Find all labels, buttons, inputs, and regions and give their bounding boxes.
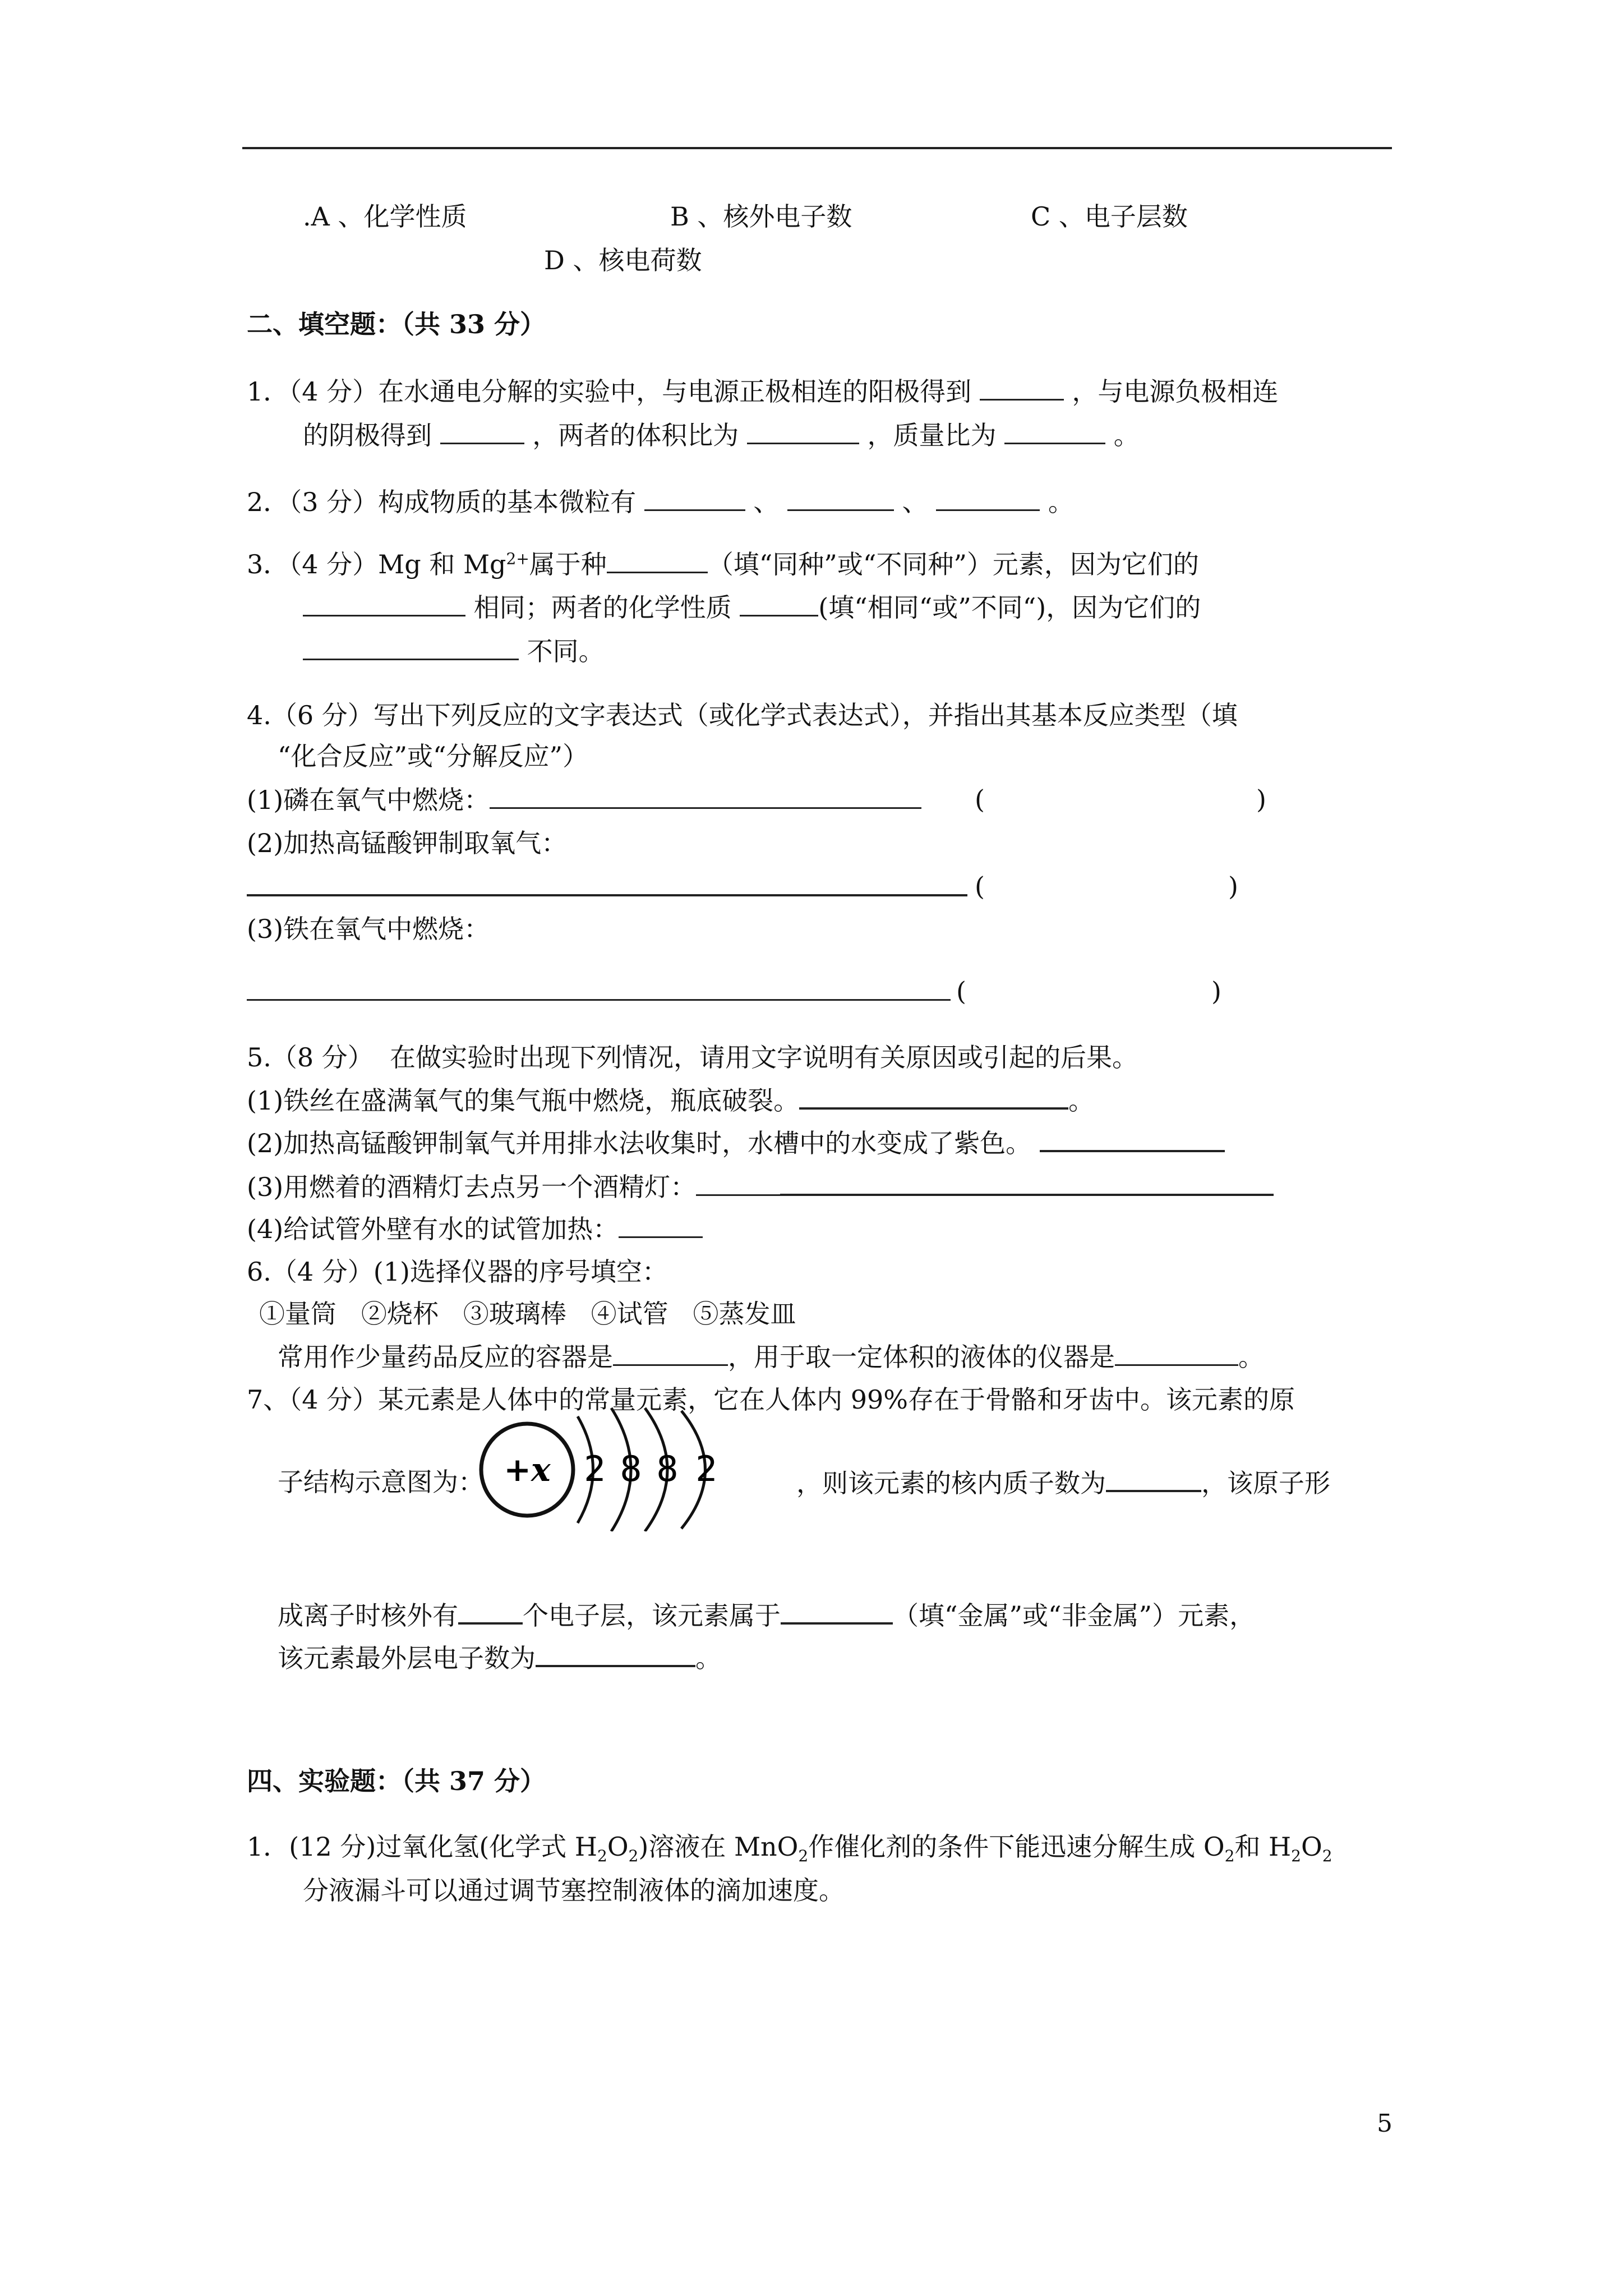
- q3-blank-1[interactable]: [607, 547, 708, 573]
- shell-electrons-1: 2: [584, 1448, 606, 1489]
- q5-sub3: [247, 1169, 1274, 1204]
- q7-text-h: 。: [695, 1643, 721, 1673]
- q6-options: ①量筒 ②烧杯 ③玻璃棒 ④试管 ⑤蒸发皿: [259, 1299, 796, 1329]
- q5-line1: 5.（8 分） 在做实验时出现下列情况，请用文字说明有关原因或引起的后果。: [247, 1042, 1138, 1073]
- option-a: .A 、化学性质: [303, 201, 467, 232]
- option-b: B 、核外电子数: [670, 201, 852, 232]
- q4-paren2-close: ): [1228, 871, 1238, 901]
- header-rule: [242, 147, 1392, 149]
- q4-sub2: (2)加热高锰酸钾制取氧气：: [247, 828, 568, 858]
- q4-paren3-close: ): [1211, 976, 1221, 1006]
- q4-paren2-open: (: [975, 871, 985, 901]
- q5-blank-3b[interactable]: [780, 1169, 1274, 1196]
- q6-text-b: ，用于取一定体积的液体的仪器是: [728, 1342, 1115, 1372]
- e1-sub-5: 2: [1291, 1847, 1301, 1866]
- q5-blank-3a[interactable]: [696, 1170, 780, 1196]
- section-title-experiment: 四、实验题：（共 37 分）: [247, 1766, 546, 1796]
- q7-blank-1[interactable]: [1106, 1465, 1201, 1492]
- shell-electrons-4: 2: [695, 1448, 718, 1489]
- q4-blank-3[interactable]: [247, 974, 951, 1001]
- q5-sub1-end: 。: [1068, 1085, 1095, 1116]
- q7-text-d: 成离子时核外有: [278, 1600, 458, 1631]
- q2-end: 。: [1048, 487, 1074, 517]
- e1-text-d: 作催化剂的条件下能迅速分解生成 O: [808, 1832, 1225, 1862]
- q4-sub1-text: (1)磷在氧气中燃烧：: [247, 785, 490, 815]
- q7-line3: [278, 1598, 1255, 1632]
- e1-text-e: 和 H: [1234, 1832, 1292, 1862]
- shell-electrons-3: 8: [656, 1448, 679, 1489]
- q7-line1: 7、（4 分）某元素是人体中的常量元素，它在人体内 99%存在于骨骼和牙齿中。该元素的原: [247, 1384, 1295, 1415]
- q3-blank-3[interactable]: [740, 590, 818, 616]
- q7-line4: [278, 1640, 721, 1675]
- e1-text-b: O: [607, 1832, 629, 1862]
- q5-sub4-text: (4)给试管外壁有水的试管加热：: [247, 1214, 619, 1244]
- q7-text-c: ，该原子形: [1201, 1468, 1330, 1498]
- q7-text-b: ，则该元素的核内质子数为: [796, 1468, 1106, 1498]
- q2-sep-2: 、: [902, 487, 928, 517]
- q7-line2-a: 子结构示意图为：: [278, 1467, 484, 1497]
- q5-sub2-text: (2)加热高锰酸钾制氧气并用排水法收集时，水槽中的水变成了紫色。: [247, 1128, 1032, 1158]
- q4-paren3-open: (: [956, 976, 966, 1006]
- q5-sub4: [247, 1212, 703, 1246]
- q4-paren1-close: ): [1256, 784, 1266, 815]
- nucleus-charge: +x: [504, 1451, 551, 1489]
- q4-sub3: (3)铁在氧气中燃烧：: [247, 914, 490, 944]
- q5-sub3-text: (3)用燃着的酒精灯去点另一个酒精灯：: [247, 1172, 697, 1202]
- q1-line1: [247, 374, 1278, 408]
- q1-text-e: ，质量比为: [867, 420, 997, 450]
- q3-text-b: 属于种: [529, 549, 607, 579]
- q1-text-c: 的阴极得到: [303, 420, 432, 450]
- q7-blank-3[interactable]: [781, 1598, 893, 1625]
- q4-blank-1[interactable]: [490, 783, 921, 809]
- q6-text-c: 。: [1238, 1342, 1264, 1372]
- q3-blank-4[interactable]: [303, 634, 519, 660]
- q1-blank-2[interactable]: [440, 418, 524, 444]
- e1-sub-1: 2: [597, 1847, 607, 1866]
- q4-paren1-open: (: [975, 784, 985, 815]
- e1-text-c: )溶液在 MnO: [638, 1832, 799, 1862]
- q4-line1: 4.（6 分）写出下列反应的文字表达式（或化学式表达式），并指出其基本反应类型（填: [247, 700, 1238, 730]
- q3-text-f: 不同。: [527, 636, 605, 666]
- q2-sep-1: 、: [753, 487, 780, 517]
- q7-text-f: （填“金属”或“非金属”）元素，: [893, 1600, 1256, 1631]
- q1-blank-3[interactable]: [747, 418, 859, 444]
- e1-sub-6: 2: [1322, 1847, 1332, 1866]
- q2-blank-3[interactable]: [936, 485, 1040, 511]
- e1-line2: 分液漏斗可以通过调节塞控制液体的滴加速度。: [303, 1875, 845, 1906]
- q4-sub1: [247, 783, 921, 817]
- q1-blank-1[interactable]: [980, 374, 1064, 401]
- q7-blank-4[interactable]: [536, 1640, 695, 1667]
- q7-text-e: 个电子层，该元素属于: [523, 1600, 781, 1631]
- q1-text-f: 。: [1113, 420, 1140, 450]
- q7-text-g: 该元素最外层电子数为: [278, 1643, 536, 1673]
- q1-text-a: 1．（4 分）在水通电分解的实验中，与电源正极相连的阳极得到: [247, 376, 972, 407]
- q1-blank-4[interactable]: [1004, 418, 1105, 444]
- q6-line3: [278, 1340, 1264, 1374]
- section-title-fill-in: 二、填空题：（共 33 分）: [247, 309, 546, 339]
- q3-superscript: 2+: [506, 549, 529, 568]
- q1-text-d: ，两者的体积比为: [532, 420, 739, 450]
- e1-text-f: O: [1301, 1832, 1322, 1862]
- q2-line: [247, 485, 1074, 519]
- q5-blank-2[interactable]: [1040, 1125, 1225, 1152]
- option-d: D 、核电荷数: [544, 245, 702, 275]
- e1-sub-4: 2: [1224, 1847, 1235, 1866]
- shell-electrons-2: 8: [620, 1448, 642, 1489]
- q1-line2: [303, 418, 1140, 452]
- q5-sub1: [247, 1083, 1094, 1117]
- q7-line2-b: [796, 1465, 1330, 1500]
- e1-line1: [247, 1830, 1332, 1864]
- q6-line1: 6.（4 分）(1)选择仪器的序号填空：: [247, 1257, 668, 1287]
- q2-text: 2．（3 分）构成物质的基本微粒有: [247, 487, 637, 517]
- atom-structure-diagram: [468, 1397, 760, 1531]
- q7-blank-2[interactable]: [458, 1598, 523, 1625]
- q4-line2: “化合反应”或“分解反应”）: [278, 741, 589, 771]
- q3-text-d: 相同；两者的化学性质: [473, 592, 732, 623]
- q5-blank-1[interactable]: [799, 1083, 1068, 1110]
- q3-line3: [303, 634, 605, 668]
- q4-sub2-answer: [247, 869, 967, 904]
- q3-text-a: 3．（4 分）Mg 和 Mg: [247, 549, 506, 579]
- q3-line1: [247, 547, 1199, 581]
- e1-text-a: 1．(12 分)过氧化氢(化学式 H: [247, 1832, 597, 1862]
- q4-blank-2[interactable]: [247, 869, 967, 896]
- q4-sub3-answer: [247, 974, 951, 1009]
- q5-sub1-text: (1)铁丝在盛满氧气的集气瓶中燃烧，瓶底破裂。: [247, 1085, 800, 1116]
- q2-blank-2[interactable]: [787, 485, 894, 511]
- q1-text-b: ，与电源负极相连: [1072, 376, 1279, 407]
- page-number: 5: [1377, 2109, 1393, 2138]
- q6-text-a: 常用作少量药品反应的容器是: [278, 1342, 613, 1372]
- q2-blank-1[interactable]: [644, 485, 745, 511]
- e1-sub-3: 2: [798, 1847, 809, 1866]
- q3-text-e: (填“相同“或”不同“)，因为它们的: [818, 592, 1201, 623]
- q5-sub2: [247, 1125, 1225, 1160]
- option-c: C 、电子层数: [1031, 201, 1188, 232]
- q6-blank-1[interactable]: [613, 1340, 728, 1366]
- q3-line2: [303, 590, 1201, 624]
- e1-sub-2: 2: [628, 1847, 639, 1866]
- q3-blank-2[interactable]: [303, 590, 465, 616]
- q6-blank-2[interactable]: [1115, 1340, 1238, 1366]
- q3-text-c: （填“同种”或“不同种”）元素，因为它们的: [707, 549, 1199, 579]
- q5-blank-4[interactable]: [619, 1212, 703, 1238]
